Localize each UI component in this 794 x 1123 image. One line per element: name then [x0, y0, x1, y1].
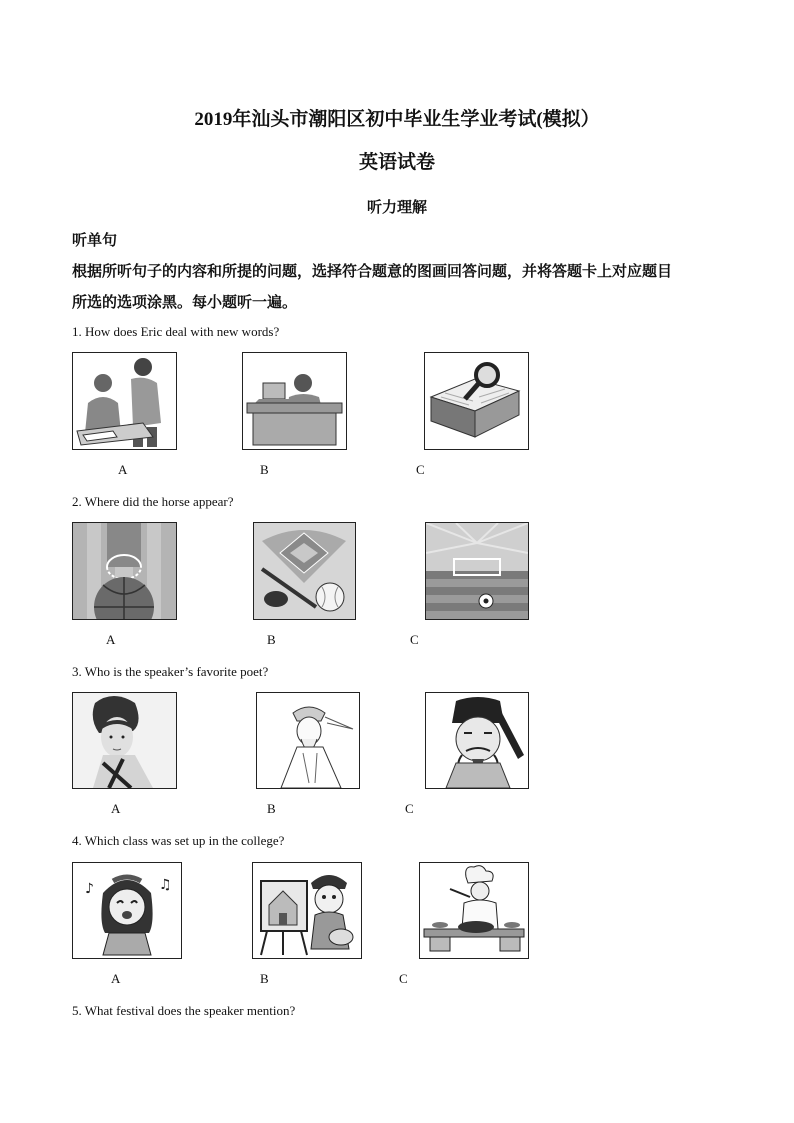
- q1-option-a: A: [118, 462, 128, 477]
- q2-option-a: A: [106, 632, 116, 647]
- svg-text:♪: ♪: [85, 881, 94, 897]
- q2-image-b-baseball-field: [253, 522, 356, 620]
- q3-image-c-poet-hat: [425, 692, 529, 789]
- question-2: 2. Where did the horse appear?: [72, 494, 234, 509]
- q1-image-c-dictionary: [424, 352, 529, 450]
- question-1: 1. How does Eric deal with new words?: [72, 324, 280, 339]
- q3-image-b-poet-sketch: [256, 692, 360, 789]
- q4-option-b: B: [260, 971, 269, 986]
- q1-option-c: C: [416, 462, 425, 477]
- q1-option-b: B: [260, 462, 269, 477]
- exam-title: 2019年汕头市潮阳区初中毕业生学业考试(模拟）: [194, 109, 600, 130]
- q3-option-c: C: [405, 801, 414, 816]
- instructions-line-1: 根据所听句子的内容和所提的问题，选择符合题意的图画回答问题，并将答题卡上对应题目: [72, 264, 673, 280]
- question-5: 5. What festival does the speaker mention?: [72, 1003, 296, 1018]
- q4-image-b-painting-boy: [252, 862, 362, 959]
- q1-image-b-man-laptop: [242, 352, 347, 450]
- q4-image-a-singing-girl: [72, 862, 182, 959]
- exam-subtitle: 英语试卷: [358, 152, 435, 173]
- part-heading: 听单句: [72, 233, 118, 249]
- instructions-line-2: 所选的选项涂黑。每小题听一遍。: [72, 295, 298, 311]
- q2-option-c: C: [410, 632, 419, 647]
- question-4: 4. Which class was set up in the college?: [72, 833, 285, 848]
- q2-option-b: B: [267, 632, 276, 647]
- q3-option-a: A: [111, 801, 121, 816]
- q4-option-a: A: [111, 971, 121, 986]
- q2-image-c-soccer-field: [425, 522, 529, 620]
- q2-image-a-basketball-court: [72, 522, 177, 620]
- q1-image-a-teacher-helping: [72, 352, 177, 450]
- svg-text:♫: ♫: [159, 877, 172, 893]
- section-title: 听力理解: [366, 200, 427, 216]
- q3-option-b: B: [267, 801, 276, 816]
- q4-image-c-chef-cooking: [419, 862, 529, 959]
- q4-option-c: C: [399, 971, 408, 986]
- question-3: 3. Who is the speaker’s favorite poet?: [72, 664, 269, 679]
- q3-image-a-lady-portrait: [72, 692, 177, 789]
